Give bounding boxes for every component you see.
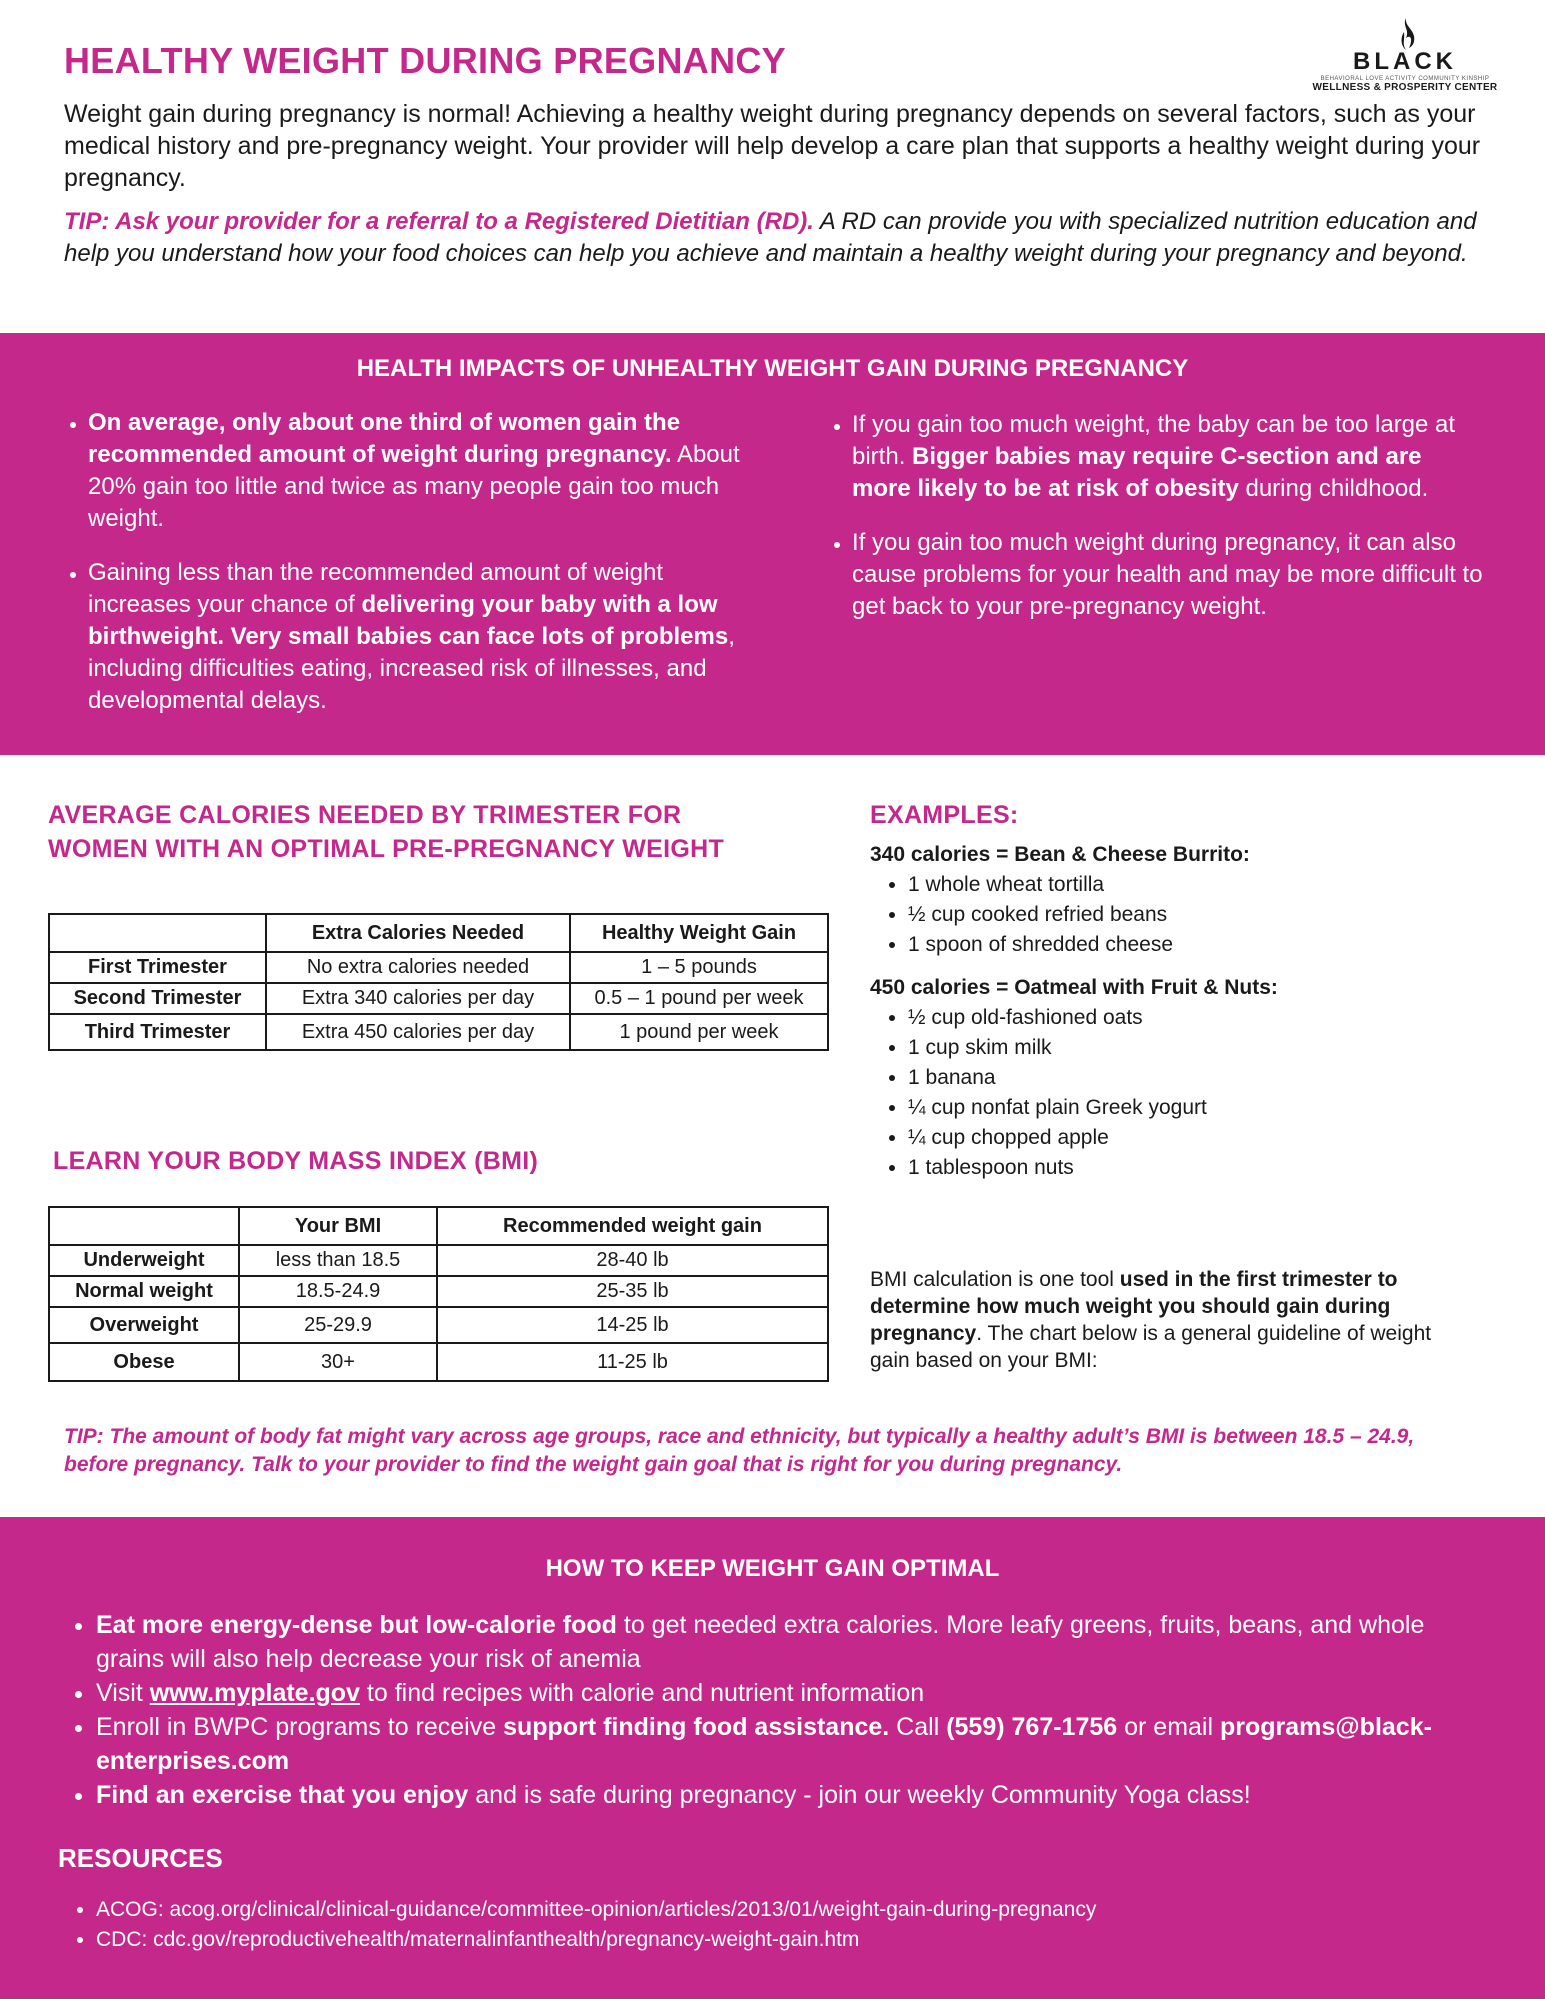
table-header-cell: Your BMI (239, 1207, 437, 1245)
list-item: • ¼ cup chopped apple (908, 1123, 1470, 1153)
calories-table (48, 913, 829, 1051)
table-row: Overweight 25-29.9 14-25 lb (49, 1307, 828, 1343)
calories-title: AVERAGE CALORIES NEEDED BY TRIMESTER FOR WOMEN WITH AN OPTIMAL PRE-PREGNANCY WEIGHT (48, 801, 725, 863)
list-item: • ¼ cup nonfat plain Greek yogurt (908, 1093, 1470, 1123)
table-row: First Trimester No extra calories needed 1 – 5 pounds (49, 952, 828, 983)
list-item: • Visit www.myplate.gov to find recipes with calorie and nutrient information (96, 1676, 1490, 1710)
keep-optimal-title: HOW TO KEEP WEIGHT GAIN OPTIMAL (545, 1555, 1000, 1582)
table-header-cell (49, 1207, 239, 1245)
myplate-link[interactable]: www.myplate.gov (149, 1679, 360, 1707)
example-oatmeal (870, 973, 1470, 1183)
flame-icon (1397, 18, 1415, 52)
health-impacts-section (0, 333, 1545, 755)
list-item: • 1 spoon of shredded cheese (908, 930, 1470, 960)
list-item: • ½ cup old-fashioned oats (908, 1003, 1470, 1033)
impact-item: • On average, only about one third of women gain the recommended amount of weight during pregnancy. About 20% gain too little and twice as many people gain too much weight. (88, 407, 762, 535)
impacts-left-column (62, 407, 762, 739)
page-title: HEALTHY WEIGHT DURING PREGNANCY (64, 40, 786, 81)
logo-subtitle: WELLNESS & PROSPERITY CENTER (1312, 82, 1498, 93)
table-header-cell: Recommended weight gain (437, 1207, 828, 1245)
impact-item: • If you gain too much weight during pregnancy, it can also cause problems for your health and may be more difficult to get back to your pre-pregnancy weight. (852, 527, 1486, 623)
resources-list (70, 1895, 1510, 1955)
logo-mark: BLACK (1353, 48, 1457, 75)
list-item: • 1 banana (908, 1063, 1470, 1093)
table-row: Third Trimester Extra 450 calories per day 1 pound per week (49, 1014, 828, 1050)
table-row: Underweight less than 18.5 28-40 lb (49, 1245, 828, 1276)
bmi-table (48, 1206, 829, 1382)
example-heading: 340 calories = Bean & Cheese Burrito: (870, 843, 1250, 866)
bmi-explanation: BMI calculation is one tool used in the first trimester to determine how much weight you should gain during pregnancy. The chart below is a general guideline of weight gain based on your BMI: (870, 1268, 1432, 1372)
list-item: • 1 whole wheat tortilla (908, 870, 1470, 900)
dietitian-tip (64, 206, 1484, 270)
health-impacts-title: HEALTH IMPACTS OF UNHEALTHY WEIGHT GAIN DURING PREGNANCY (356, 355, 1189, 382)
table-header-cell: Healthy Weight Gain (570, 914, 828, 952)
table-row: Obese 30+ 11-25 lb (49, 1343, 828, 1381)
intro-paragraph: Weight gain during pregnancy is normal! Achieving a healthy weight during pregnancy depends on several factors, such as your medical history and pre-pregnancy weight. Your provider will help develop a care plan that supports a healthy weight during your pregnancy. (64, 100, 1481, 192)
email-address[interactable]: programs@black-enterprises.com (96, 1713, 1432, 1775)
resources-title: RESOURCES (58, 1843, 223, 1873)
bwpc-logo (1305, 18, 1505, 93)
bmi-title: LEARN YOUR BODY MASS INDEX (BMI) (53, 1147, 539, 1175)
dietitian-tip-lead: TIP: Ask your provider for a referral to a Registered Dietitian (RD). (64, 208, 814, 235)
keep-optimal-list (70, 1608, 1490, 1812)
table-header-cell: Extra Calories Needed (266, 914, 570, 952)
examples-title: EXAMPLES: (870, 801, 1019, 829)
impact-item: • If you gain too much weight, the baby can be too large at birth. Bigger babies may require C-section and are more likely to be at risk of obesity during childhood. (852, 409, 1486, 505)
list-item: • 1 tablespoon nuts (908, 1153, 1470, 1183)
bmi-tip: TIP: The amount of body fat might vary across age groups, race and ethnicity, but typically a healthy adult’s BMI is between 18.5 – 24.9, before pregnancy. Talk to your provider to find the weight gain goal that is right for you during pregnancy. (64, 1425, 1415, 1476)
resource-link[interactable]: • ACOG: acog.org/clinical/clinical-guidance/committee-opinion/articles/2013/01/weight-gain-during-pregnancy (96, 1895, 1510, 1925)
resource-link[interactable]: • CDC: cdc.gov/reproductivehealth/maternalinfanthealth/pregnancy-weight-gain.htm (96, 1925, 1510, 1955)
dietitian-tip-rest: A RD can provide you with specialized nutrition education and help you understand how your food choices can help you achieve and maintain a healthy weight during your pregnancy and beyond. (64, 208, 1477, 267)
table-row: Normal weight 18.5-24.9 25-35 lb (49, 1276, 828, 1307)
list-item: • Enroll in BWPC programs to receive support finding food assistance. Call (559) 767-1756 or email programs@black-enterprises.com (96, 1710, 1490, 1778)
list-item: • 1 cup skim milk (908, 1033, 1470, 1063)
table-header-cell (49, 914, 266, 952)
list-item: • Find an exercise that you enjoy and is safe during pregnancy - join our weekly Community Yoga class! (96, 1778, 1490, 1812)
list-item: • Eat more energy-dense but low-calorie food to get needed extra calories. More leafy greens, fruits, beans, and whole grains will also help decrease your risk of anemia (96, 1608, 1490, 1676)
logo-tagline: BEHAVIORAL LOVE ACTIVITY COMMUNITY KINSHIP (1320, 76, 1490, 82)
example-heading: 450 calories = Oatmeal with Fruit & Nuts: (870, 976, 1278, 999)
table-row: Second Trimester Extra 340 calories per day 0.5 – 1 pound per week (49, 983, 828, 1014)
impact-item: • Gaining less than the recommended amount of weight increases your chance of delivering your baby with a low birthweight. Very small babies can face lots of problems, including difficulties eating, increased risk of illnesses, and developmental delays. (88, 557, 762, 717)
list-item: • ½ cup cooked refried beans (908, 900, 1470, 930)
impacts-right-column (826, 409, 1486, 645)
phone-number[interactable]: (559) 767-1756 (946, 1713, 1118, 1741)
example-burrito (870, 840, 1470, 960)
